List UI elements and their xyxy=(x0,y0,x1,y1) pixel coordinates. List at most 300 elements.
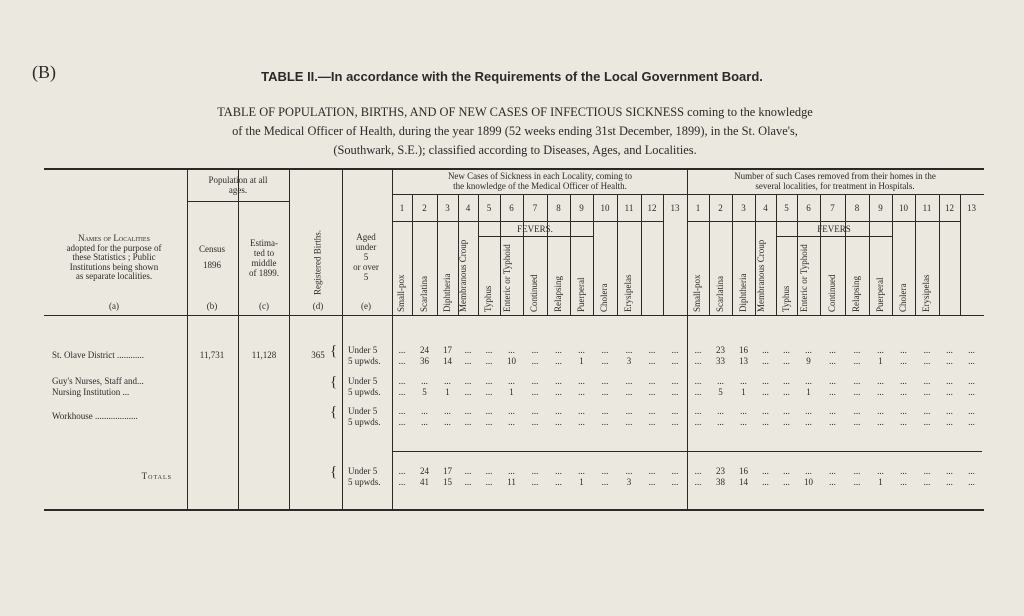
new-disease-label: Enteric or Typhoid xyxy=(501,244,512,312)
new-case-cell: ... xyxy=(485,376,493,386)
registered-births-header: Registered Births. xyxy=(312,230,323,295)
new-case-cell: ... xyxy=(648,356,656,366)
new-case-cell: ... xyxy=(555,417,562,427)
removed-column-number: 7 xyxy=(830,203,835,213)
removed-case-cell: 5 xyxy=(718,387,723,397)
new-case-cell: ... xyxy=(464,417,472,427)
new-case-cell: ... xyxy=(625,417,633,427)
removed-case-cell: 13 xyxy=(739,356,748,366)
removed-case-cell: ... xyxy=(694,376,702,386)
removed-column-rule-11 xyxy=(960,194,961,315)
new-column-rule-4 xyxy=(500,194,501,315)
subtitle-line: TABLE OF POPULATION, BIRTHS, AND OF NEW CASES OF INFECTIOUS SICKNESS coming to the knowledge xyxy=(217,105,813,119)
new-case-cell: ... xyxy=(398,376,406,386)
locality-name: St. Olave District ............ xyxy=(52,350,144,360)
new-disease-label: Membranous Croup xyxy=(458,239,468,312)
removed-column-number: 4 xyxy=(763,203,768,213)
row-brace: { xyxy=(330,404,338,420)
removed-case-cell: ... xyxy=(762,387,769,397)
new-case-cell: ... xyxy=(464,345,472,355)
census-header-line: Census xyxy=(198,244,226,254)
new-case-cell: ... xyxy=(531,345,539,355)
new-case-cell: ... xyxy=(601,466,609,476)
removed-case-cell: ... xyxy=(853,387,861,397)
new-disease-label: Relapsing xyxy=(552,276,563,312)
removed-case-cell: ... xyxy=(968,356,975,366)
age-group-label: Under 5 xyxy=(348,345,378,355)
new-case-cell: ... xyxy=(648,345,656,355)
removed-case-cell: ... xyxy=(923,376,931,386)
page-label: (B) xyxy=(32,62,56,82)
new-case-cell: 11 xyxy=(507,477,516,487)
new-case-cell: ... xyxy=(444,417,451,427)
removed-case-cell: 23 xyxy=(716,345,725,355)
new-case-cell: ... xyxy=(601,376,609,386)
new-column-number: 8 xyxy=(556,203,561,213)
new-case-cell: ... xyxy=(555,356,562,366)
new-case-cell: ... xyxy=(671,387,679,397)
new-case-cell: ... xyxy=(671,356,679,366)
removed-column-number: 9 xyxy=(878,203,883,213)
removed-case-cell: ... xyxy=(900,406,907,416)
removed-case-cell: ... xyxy=(923,387,931,397)
removed-case-cell: ... xyxy=(762,477,769,487)
new-column-rule-7 xyxy=(570,194,571,315)
new-cases-header-line: New Cases of Sickness in each Locality, coming to xyxy=(447,171,633,181)
new-case-cell: ... xyxy=(485,466,493,476)
removed-case-cell: ... xyxy=(968,477,975,487)
removed-case-cell: ... xyxy=(805,345,812,355)
new-case-cell: ... xyxy=(648,477,656,487)
removed-case-cell: ... xyxy=(805,417,812,427)
removed-case-cell: ... xyxy=(694,406,702,416)
removed-column-rule-6 xyxy=(845,194,846,315)
new-case-cell: ... xyxy=(485,477,493,487)
new-case-cell: ... xyxy=(555,345,562,355)
removed-case-cell: ... xyxy=(762,406,769,416)
new-case-cell: 3 xyxy=(626,477,632,487)
new-case-cell: ... xyxy=(578,345,585,355)
census-rule-fix xyxy=(238,201,239,202)
removed-case-cell: ... xyxy=(946,376,953,386)
removed-column-rule-10 xyxy=(939,194,940,315)
estimated-header-line: ted to xyxy=(253,248,275,258)
removed-case-cell: ... xyxy=(694,417,702,427)
new-case-cell: ... xyxy=(398,345,406,355)
new-case-cell: 1 xyxy=(579,477,584,487)
new-case-cell: 36 xyxy=(420,356,429,366)
new-case-cell: ... xyxy=(485,356,493,366)
removed-case-cell: ... xyxy=(783,356,790,366)
removed-case-cell: ... xyxy=(783,406,790,416)
new-column-number: 12 xyxy=(647,203,657,213)
removed-case-cell: ... xyxy=(946,387,953,397)
removed-case-cell: 38 xyxy=(716,477,725,487)
removed-column-number: 3 xyxy=(741,203,746,213)
new-disease-label: Puerperal xyxy=(575,277,586,312)
new-case-cell: ... xyxy=(648,406,656,416)
removed-column-rule-7 xyxy=(869,194,870,315)
removed-case-cell: ... xyxy=(900,477,907,487)
removed-case-cell: ... xyxy=(853,466,861,476)
new-case-cell: 1 xyxy=(509,387,514,397)
new-case-cell: ... xyxy=(398,356,406,366)
new-case-cell: ... xyxy=(531,466,539,476)
removed-case-cell: ... xyxy=(762,417,769,427)
removed-case-cell: ... xyxy=(968,387,975,397)
new-case-cell: ... xyxy=(464,356,472,366)
new-case-cell: 3 xyxy=(626,356,632,366)
removed-case-cell: ... xyxy=(762,466,769,476)
new-case-cell: ... xyxy=(578,417,585,427)
age-group-label: Under 5 xyxy=(348,376,378,386)
new-case-cell: ... xyxy=(421,417,428,427)
population-header-line: Population at all xyxy=(208,175,268,185)
localities-header-line: these Statistics ; Public xyxy=(72,252,156,263)
new-case-cell: 5 xyxy=(422,387,427,397)
age-group-label: 5 upwds. xyxy=(348,387,381,397)
removed-disease-label: Continued xyxy=(826,274,837,312)
column-letter: (b) xyxy=(206,301,218,311)
new-case-cell: ... xyxy=(531,417,539,427)
new-case-cell: ... xyxy=(531,477,539,487)
new-column-number: 5 xyxy=(486,203,492,213)
removed-case-cell: ... xyxy=(853,345,861,355)
new-case-cell: ... xyxy=(464,387,472,397)
new-case-cell: ... xyxy=(555,466,562,476)
removed-case-cell: ... xyxy=(853,356,861,366)
new-column-number: 2 xyxy=(422,203,427,213)
header-bottom-rule xyxy=(44,315,984,316)
new-column-rule-10 xyxy=(641,194,642,315)
removed-column-number: 5 xyxy=(784,203,789,213)
new-case-cell: ... xyxy=(671,466,679,476)
removed-case-cell: ... xyxy=(694,345,702,355)
removed-case-cell: ... xyxy=(968,417,975,427)
removed-case-cell: ... xyxy=(829,466,836,476)
removed-disease-label: Enteric or Typhoid xyxy=(798,244,809,312)
removed-case-cell: ... xyxy=(946,406,953,416)
new-case-cell: ... xyxy=(464,477,472,487)
new-disease-label: Continued xyxy=(529,274,539,312)
new-case-cell: ... xyxy=(578,387,585,397)
removed-column-rule-0 xyxy=(709,194,710,315)
new-case-cell: ... xyxy=(648,376,656,386)
new-numbers-rule xyxy=(392,221,663,222)
removed-case-cell: ... xyxy=(829,406,836,416)
removed-case-cell: ... xyxy=(762,345,769,355)
new-case-cell: ... xyxy=(464,466,472,476)
removed-case-cell: ... xyxy=(805,466,812,476)
new-case-cell: ... xyxy=(464,406,472,416)
new-fevers-header: FEVERS. xyxy=(517,224,553,234)
new-disease-label: Scarlatina xyxy=(418,276,429,312)
removed-column-number: 10 xyxy=(899,203,908,213)
removed-case-cell: ... xyxy=(946,466,953,476)
new-case-cell: ... xyxy=(601,477,609,487)
removed-case-cell: 16 xyxy=(739,466,748,476)
removed-case-cell: ... xyxy=(805,376,812,386)
new-disease-label: Small-pox xyxy=(396,274,406,312)
removed-disease-label: Puerperal xyxy=(874,277,885,312)
new-disease-label: Cholera xyxy=(599,283,609,312)
new-case-cell: 24 xyxy=(420,466,429,476)
new-case-cell: ... xyxy=(531,356,539,366)
new-column-rule-9 xyxy=(617,194,618,315)
new-column-rule-8 xyxy=(593,194,594,315)
localities-header-line: Institutions being shown xyxy=(69,261,159,272)
removed-case-cell: 9 xyxy=(806,356,811,366)
new-case-cell: ... xyxy=(578,406,585,416)
removed-disease-label: Diphtheria xyxy=(737,273,748,312)
new-removed-divider xyxy=(687,170,688,509)
removed-case-cell: 23 xyxy=(716,466,725,476)
new-case-cell: ... xyxy=(485,417,493,427)
removed-case-cell: ... xyxy=(783,376,790,386)
removed-cases-header-line: Number of such Cases removed from their homes in the xyxy=(734,171,936,181)
new-case-cell: ... xyxy=(578,466,585,476)
removed-disease-label: Scarlatina xyxy=(714,276,725,312)
new-case-cell: ... xyxy=(485,387,493,397)
table-title: TABLE II.—In accordance with the Requirements of the Local Government Board. xyxy=(261,69,763,84)
new-case-cell: 14 xyxy=(443,356,452,366)
new-case-cell: ... xyxy=(555,477,562,487)
new-case-cell: ... xyxy=(398,417,406,427)
new-case-cell: ... xyxy=(421,376,428,386)
removed-case-cell: ... xyxy=(829,356,836,366)
new-case-cell: ... xyxy=(601,387,609,397)
localities-header-line: adopted for the purpose of xyxy=(66,242,162,253)
new-case-cell: ... xyxy=(485,406,493,416)
estimated-header-line: Estima- xyxy=(250,238,278,248)
new-case-cell: ... xyxy=(601,417,609,427)
removed-case-cell: ... xyxy=(946,345,953,355)
new-disease-label: Erysipelas xyxy=(623,274,633,312)
new-disease-label: Diphtheria xyxy=(441,273,452,312)
locality-name: Totals xyxy=(141,471,172,481)
column-letter: (c) xyxy=(259,301,269,311)
new-case-cell: ... xyxy=(648,387,656,397)
removed-case-cell: ... xyxy=(762,376,769,386)
removed-column-rule-5 xyxy=(820,194,821,315)
removed-case-cell: ... xyxy=(877,376,884,386)
removed-case-cell: 1 xyxy=(806,387,811,397)
new-case-cell: ... xyxy=(555,387,562,397)
removed-case-cell: ... xyxy=(829,376,836,386)
removed-column-rule-8 xyxy=(892,194,893,315)
removed-case-cell: ... xyxy=(900,356,907,366)
new-column-number: 1 xyxy=(399,203,405,213)
removed-case-cell: ... xyxy=(968,406,975,416)
new-case-cell: ... xyxy=(485,345,493,355)
new-case-cell: ... xyxy=(555,406,562,416)
age-group-label: 5 upwds. xyxy=(348,477,381,487)
removed-case-cell: ... xyxy=(694,387,702,397)
localities-header-line: Names of Localities xyxy=(78,233,150,243)
disease-block-rule xyxy=(392,170,393,509)
new-case-cell: ... xyxy=(398,406,406,416)
removed-column-number: 8 xyxy=(854,203,860,213)
new-column-number: 11 xyxy=(624,203,634,213)
removed-column-number: 2 xyxy=(718,203,723,213)
removed-case-cell: ... xyxy=(923,477,931,487)
new-case-cell: ... xyxy=(555,376,562,386)
new-case-cell: ... xyxy=(508,345,515,355)
removed-case-cell: 10 xyxy=(804,477,813,487)
removed-case-cell: ... xyxy=(717,417,724,427)
column-rule-0 xyxy=(187,170,188,509)
removed-column-rule-1 xyxy=(732,194,733,315)
removed-case-cell: ... xyxy=(877,406,884,416)
new-case-cell: ... xyxy=(421,406,428,416)
removed-column-rule-4 xyxy=(797,194,798,315)
new-case-cell: ... xyxy=(671,417,679,427)
new-column-number: 3 xyxy=(445,203,450,213)
removed-case-cell: 33 xyxy=(716,356,725,366)
new-case-cell: 17 xyxy=(443,345,452,355)
removed-case-cell: ... xyxy=(923,356,931,366)
removed-disease-label: Cholera xyxy=(897,283,908,312)
births-value: 365 xyxy=(311,350,325,360)
new-cases-header-line: the knowledge of the Medical Officer of Health. xyxy=(453,181,627,191)
new-column-number: 7 xyxy=(532,203,538,213)
removed-column-rule-9 xyxy=(915,194,916,315)
new-fevers-rule xyxy=(478,236,593,237)
new-case-cell: ... xyxy=(531,406,539,416)
removed-case-cell: 1 xyxy=(878,356,883,366)
new-column-number: 9 xyxy=(579,203,584,213)
new-case-cell: ... xyxy=(671,406,679,416)
removed-case-cell: ... xyxy=(717,376,724,386)
new-case-cell: 1 xyxy=(445,387,450,397)
new-case-cell: ... xyxy=(398,477,406,487)
removed-column-number: 6 xyxy=(806,203,811,213)
column-rule-1 xyxy=(238,170,239,509)
removed-case-cell: 14 xyxy=(739,477,748,487)
removed-case-cell: ... xyxy=(900,345,907,355)
new-case-cell: ... xyxy=(671,376,679,386)
removed-case-cell: ... xyxy=(877,387,884,397)
new-case-cell: 41 xyxy=(420,477,429,487)
column-letter: (e) xyxy=(361,301,371,311)
removed-case-cell: ... xyxy=(877,466,884,476)
new-disease-label: Typhus xyxy=(483,285,493,312)
new-case-cell: ... xyxy=(625,376,633,386)
removed-case-cell: ... xyxy=(853,376,861,386)
age-group-label: Under 5 xyxy=(348,406,378,416)
new-case-cell: ... xyxy=(508,406,515,416)
new-case-cell: 15 xyxy=(443,477,452,487)
subtitle-line: of the Medical Officer of Health, during the year 1899 (52 weeks ending 31st December, 1899), in the St. Olave's, xyxy=(232,124,798,138)
aged-header-line: under xyxy=(355,242,377,252)
subtitle-line: (Southwark, S.E.); classified according to Diseases, Ages, and Localities. xyxy=(333,143,697,157)
estimated-value: 11,128 xyxy=(251,350,277,360)
new-column-rule-0 xyxy=(412,194,413,315)
removed-case-cell: ... xyxy=(853,477,861,487)
new-case-cell: ... xyxy=(601,356,609,366)
new-case-cell: ... xyxy=(671,477,679,487)
removed-case-cell: ... xyxy=(968,376,975,386)
new-case-cell: ... xyxy=(531,376,539,386)
removed-case-cell: ... xyxy=(946,417,953,427)
removed-case-cell: ... xyxy=(968,466,975,476)
removed-case-cell: ... xyxy=(853,417,861,427)
locality-name: Guy's Nurses, Staff and... xyxy=(52,376,144,386)
removed-case-cell: ... xyxy=(805,406,812,416)
removed-case-cell: ... xyxy=(783,417,790,427)
new-case-cell: ... xyxy=(444,406,451,416)
removed-case-cell: ... xyxy=(946,356,953,366)
removed-case-cell: ... xyxy=(783,477,790,487)
column-letter: (d) xyxy=(312,301,324,311)
removed-case-cell: ... xyxy=(740,417,747,427)
removed-case-cell: ... xyxy=(829,387,836,397)
column-rule-2 xyxy=(289,170,290,509)
new-column-rule-11 xyxy=(663,194,664,315)
removed-case-cell: ... xyxy=(923,466,931,476)
removed-case-cell: ... xyxy=(694,356,702,366)
new-column-number: 10 xyxy=(600,203,610,213)
new-case-cell: ... xyxy=(625,466,633,476)
removed-case-cell: ... xyxy=(694,466,702,476)
new-column-rule-1 xyxy=(437,194,438,315)
removed-fevers-rule xyxy=(776,236,892,237)
new-column-rule-5 xyxy=(523,194,524,315)
age-group-label: 5 upwds. xyxy=(348,356,381,366)
age-group-label: Under 5 xyxy=(348,466,378,476)
removed-case-cell: ... xyxy=(829,345,836,355)
removed-case-cell: ... xyxy=(829,417,836,427)
removed-case-cell: ... xyxy=(740,376,747,386)
removed-case-cell: ... xyxy=(946,477,953,487)
census-header-line: 1896 xyxy=(203,260,221,270)
localities-header-line: as separate localities. xyxy=(75,271,153,282)
new-case-cell: ... xyxy=(601,406,609,416)
removed-column-number: 1 xyxy=(695,203,701,213)
removed-case-cell: ... xyxy=(740,406,747,416)
removed-case-cell: ... xyxy=(923,406,931,416)
removed-case-cell: ... xyxy=(783,387,790,397)
new-case-cell: ... xyxy=(444,376,451,386)
new-case-cell: ... xyxy=(625,406,633,416)
row-brace: { xyxy=(330,464,338,480)
removed-fevers-header: FEVERS xyxy=(817,224,851,234)
removed-case-cell: ... xyxy=(694,477,702,487)
census-value: 11,731 xyxy=(199,350,225,360)
removed-disease-label: Membranous Croup xyxy=(755,239,766,312)
new-case-cell: ... xyxy=(464,376,472,386)
removed-column-number: 11 xyxy=(922,203,932,213)
removed-case-cell: ... xyxy=(923,345,931,355)
population-header-line: ages. xyxy=(228,185,248,195)
locality-name: Workhouse ................... xyxy=(52,411,138,421)
new-column-number: 13 xyxy=(670,203,680,213)
column-rule-3 xyxy=(342,170,343,509)
new-case-cell: ... xyxy=(648,466,656,476)
removed-case-cell: ... xyxy=(877,417,884,427)
row-brace: { xyxy=(330,374,338,390)
removed-column-rule-3 xyxy=(776,194,777,315)
new-case-cell: 24 xyxy=(420,345,429,355)
removed-case-cell: 1 xyxy=(878,477,883,487)
removed-cases-header-line: several localities, for treatment in Hospitals. xyxy=(755,181,915,191)
removed-numbers-rule xyxy=(687,221,960,222)
new-case-cell: ... xyxy=(578,376,585,386)
table-top-rule xyxy=(44,168,984,170)
removed-case-cell: ... xyxy=(717,406,724,416)
removed-case-cell: ... xyxy=(829,477,836,487)
estimated-header-line: middle xyxy=(251,258,277,268)
